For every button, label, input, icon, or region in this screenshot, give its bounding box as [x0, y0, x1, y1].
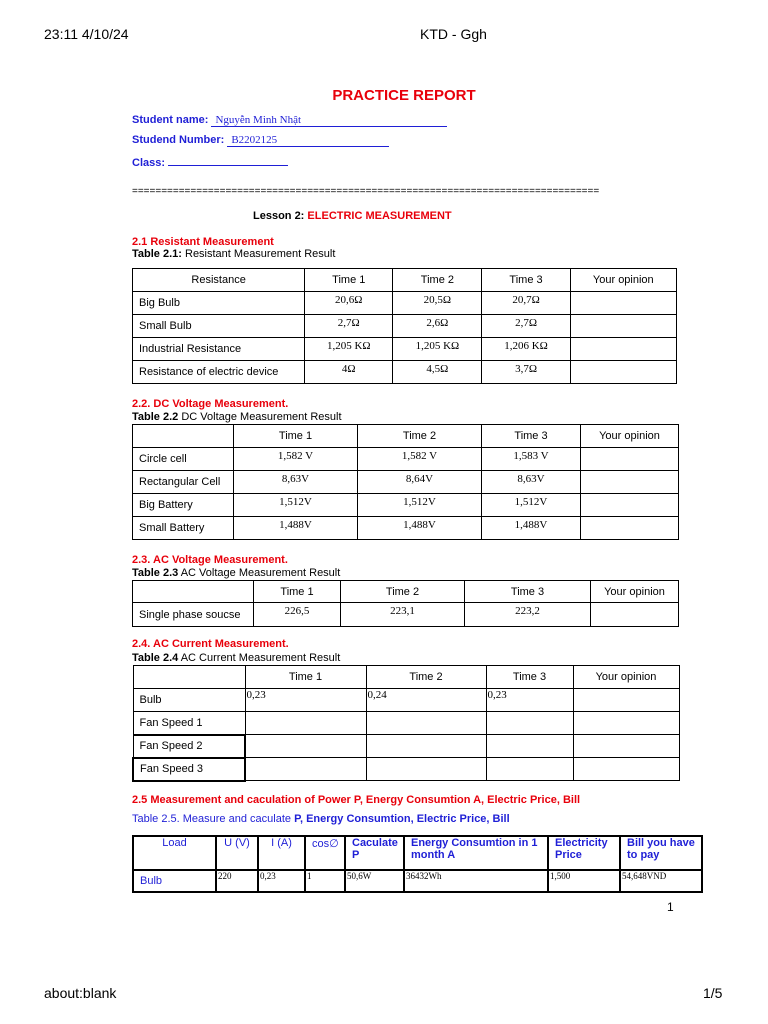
- caption-text: Table 2.5. Measure and caculate: [132, 813, 291, 825]
- report-title: PRACTICE REPORT: [332, 87, 476, 104]
- table-cell: 54,648VND: [620, 870, 702, 892]
- table-cell: [573, 735, 679, 758]
- row-label: Fan Speed 2: [133, 735, 245, 758]
- column-header: Time 2: [393, 269, 482, 292]
- class-row: [132, 153, 288, 169]
- table-cell: 8,63V: [482, 471, 581, 494]
- row-label: Bulb: [133, 870, 216, 892]
- print-page-count: 1/5: [703, 985, 723, 1001]
- row-label: Fan Speed 3: [133, 758, 245, 781]
- table-row: [133, 494, 679, 517]
- caption-label: Table 2.3: [132, 567, 179, 579]
- section-heading-2-5: 2.5 Measurement and caculation of Power P, Energy Consumtion A, Electric Price, Bill: [132, 794, 581, 806]
- table-cell: [581, 471, 679, 494]
- table-2-2: [132, 424, 679, 540]
- table-row: [133, 448, 679, 471]
- table-row: [133, 758, 679, 781]
- caption-text: Resistant Measurement Result: [185, 248, 336, 260]
- row-label: Small Bulb: [133, 315, 305, 338]
- table-cell: [486, 758, 573, 781]
- column-header: Time 2: [341, 581, 465, 603]
- student-name-row: [132, 114, 447, 127]
- table-row: [133, 338, 677, 361]
- separator-line: ================================================================================: [132, 186, 600, 197]
- column-header: Time 1: [254, 581, 341, 603]
- caption-text: AC Voltage Measurement Result: [180, 567, 341, 579]
- table-cell: 1,582 V: [234, 448, 358, 471]
- table-cell: 2,7Ω: [482, 315, 570, 338]
- table-cell: 50,6W: [345, 870, 404, 892]
- table-caption-2-1: [132, 248, 335, 260]
- table-cell: [573, 712, 679, 735]
- table-cell: 1,205 KΩ: [393, 338, 482, 361]
- table-row: [133, 315, 677, 338]
- table-cell: 223,2: [465, 603, 591, 627]
- section-heading-2-4: 2.4. AC Current Measurement.: [132, 638, 289, 650]
- column-header: Your opinion: [573, 666, 679, 689]
- table-caption-2-2: [132, 411, 342, 423]
- table-row: [133, 292, 677, 315]
- caption-label: Table 2.4: [132, 652, 179, 664]
- row-label: Circle cell: [133, 448, 234, 471]
- section-heading-2-3: 2.3. AC Voltage Measurement.: [132, 554, 288, 566]
- table-cell: [573, 689, 679, 712]
- table-cell: 8,63V: [234, 471, 358, 494]
- column-header: cos∅: [305, 836, 345, 870]
- table-cell: 36432Wh: [404, 870, 548, 892]
- table-cell: [570, 315, 676, 338]
- page-number: 1: [667, 900, 674, 914]
- table-2-5: [132, 835, 703, 893]
- table-cell: [581, 494, 679, 517]
- row-label: Big Battery: [133, 494, 234, 517]
- table-row: [133, 603, 679, 627]
- table-2-3: [132, 580, 679, 627]
- table-cell: [570, 361, 676, 384]
- column-header: Time 3: [482, 269, 570, 292]
- table-cell: 20,6Ω: [305, 292, 393, 315]
- column-header: Caculate P: [345, 836, 404, 870]
- row-label: Rectangular Cell: [133, 471, 234, 494]
- column-header: Load: [133, 836, 216, 870]
- column-header: Time 3: [482, 425, 581, 448]
- column-header: Time 1: [305, 269, 393, 292]
- print-url: about:blank: [44, 985, 117, 1001]
- table-cell: 3,7Ω: [482, 361, 570, 384]
- column-header: Time 3: [465, 581, 591, 603]
- table-cell: 2,6Ω: [393, 315, 482, 338]
- table-cell: 1,488V: [482, 517, 581, 540]
- table-cell: [581, 448, 679, 471]
- column-header: Electricity Price: [548, 836, 620, 870]
- table-row: [133, 689, 679, 712]
- table-cell: [570, 338, 676, 361]
- table-cell: [486, 712, 573, 735]
- table-cell: 1,512V: [234, 494, 358, 517]
- table-cell: [245, 712, 366, 735]
- table-cell: 1,512V: [358, 494, 482, 517]
- table-cell: [486, 735, 573, 758]
- section-heading-2-1: 2.1 Resistant Measurement: [132, 236, 274, 248]
- column-header: I (A): [258, 836, 305, 870]
- table-cell: 1,500: [548, 870, 620, 892]
- row-label: Single phase soucse: [133, 603, 254, 627]
- table-row: [133, 735, 679, 758]
- table-caption-2-3: [132, 567, 340, 579]
- row-label: Fan Speed 1: [133, 712, 245, 735]
- table-cell: [366, 758, 486, 781]
- table-cell: 220: [216, 870, 258, 892]
- column-header: Time 3: [486, 666, 573, 689]
- caption-text: DC Voltage Measurement Result: [181, 411, 342, 423]
- table-cell: 2,7Ω: [305, 315, 393, 338]
- table-cell: 1,583 V: [482, 448, 581, 471]
- student-number-label: Studend Number:: [132, 134, 225, 146]
- table-cell: 1: [305, 870, 345, 892]
- table-cell: 1,206 KΩ: [482, 338, 570, 361]
- table-cell: 0,24: [366, 689, 486, 712]
- table-cell: [573, 758, 679, 781]
- table-cell: 20,7Ω: [482, 292, 570, 315]
- lesson-prefix: Lesson 2:: [253, 210, 305, 222]
- table-cell: [570, 292, 676, 315]
- caption-label: Table 2.1:: [132, 248, 182, 260]
- column-header: U (V): [216, 836, 258, 870]
- print-doc-title: KTD - Ggh: [420, 26, 487, 42]
- row-label: Bulb: [133, 689, 245, 712]
- table-cell: 4Ω: [305, 361, 393, 384]
- student-number-value: B2202125: [227, 134, 389, 147]
- table-caption-2-4: [132, 652, 340, 664]
- table-cell: [245, 735, 366, 758]
- table-row: [133, 471, 679, 494]
- lesson-title: ELECTRIC MEASUREMENT: [307, 210, 452, 222]
- caption-label: Table 2.2: [132, 411, 179, 423]
- column-header: [133, 666, 245, 689]
- row-label: Small Battery: [133, 517, 234, 540]
- table-cell: 0,23: [486, 689, 573, 712]
- table-cell: 1,582 V: [358, 448, 482, 471]
- table-row: [133, 712, 679, 735]
- table-cell: [245, 758, 366, 781]
- row-label: Industrial Resistance: [133, 338, 305, 361]
- row-label: Resistance of electric device: [133, 361, 305, 384]
- table-row: [133, 870, 702, 892]
- column-header: [133, 425, 234, 448]
- column-header: Time 2: [358, 425, 482, 448]
- column-header: [133, 581, 254, 603]
- lesson-heading: [253, 210, 452, 222]
- class-label: Class:: [132, 157, 166, 169]
- column-header: Time 2: [366, 666, 486, 689]
- table-cell: [366, 735, 486, 758]
- student-name-label: Student name:: [132, 114, 209, 126]
- table-cell: 1,488V: [358, 517, 482, 540]
- column-header: Energy Consumtion in 1 month A: [404, 836, 548, 870]
- class-value: [168, 153, 288, 166]
- table-cell: 8,64V: [358, 471, 482, 494]
- table-cell: 223,1: [341, 603, 465, 627]
- table-2-1: [132, 268, 677, 384]
- student-number-row: [132, 134, 389, 147]
- table-cell: [581, 517, 679, 540]
- table-cell: 226,5: [254, 603, 341, 627]
- table-cell: 0,23: [245, 689, 366, 712]
- row-label: Big Bulb: [133, 292, 305, 315]
- section-heading-2-2: 2.2. DC Voltage Measurement.: [132, 398, 289, 410]
- column-header: Bill you have to pay: [620, 836, 702, 870]
- table-cell: 4,5Ω: [393, 361, 482, 384]
- print-datetime: 23:11 4/10/24: [44, 26, 129, 42]
- column-header: Time 1: [245, 666, 366, 689]
- table-cell: [366, 712, 486, 735]
- column-header: Your opinion: [591, 581, 679, 603]
- column-header: Your opinion: [581, 425, 679, 448]
- table-cell: 20,5Ω: [393, 292, 482, 315]
- table-cell: 0,23: [258, 870, 305, 892]
- table-caption-2-5: [132, 813, 510, 825]
- table-2-4: [132, 665, 680, 782]
- student-name-value: Nguyễn Minh Nhật: [211, 114, 447, 127]
- table-cell: 1,488V: [234, 517, 358, 540]
- column-header: Your opinion: [570, 269, 676, 292]
- table-cell: [591, 603, 679, 627]
- table-cell: 1,512V: [482, 494, 581, 517]
- table-row: [133, 517, 679, 540]
- table-cell: 1,205 KΩ: [305, 338, 393, 361]
- caption-text: AC Current Measurement Result: [180, 652, 341, 664]
- caption-bold: P, Energy Consumtion, Electric Price, Bill: [294, 813, 510, 825]
- column-header: Resistance: [133, 269, 305, 292]
- column-header: Time 1: [234, 425, 358, 448]
- table-row: [133, 361, 677, 384]
